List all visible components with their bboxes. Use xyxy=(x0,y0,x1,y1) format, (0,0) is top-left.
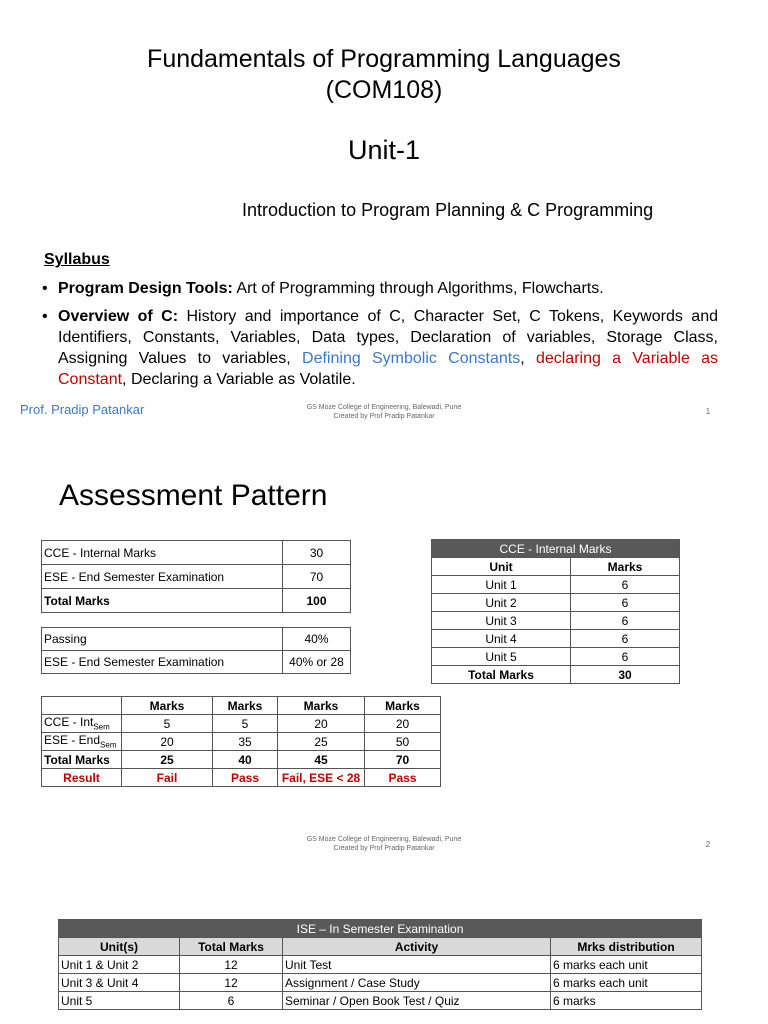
footer-college-line1: GS Moze College of Engineering, Balewadi, Pune xyxy=(306,836,462,843)
slide-3 xyxy=(0,880,768,1024)
row-label: Total Marks xyxy=(42,751,122,769)
slide-2 xyxy=(0,440,768,872)
column-header: Marks xyxy=(213,697,278,715)
footer-college-line2: Created by Prof Pradip Patankar xyxy=(333,845,435,852)
slide-1 xyxy=(0,0,768,432)
table-cell: Unit 1 & Unit 2 xyxy=(59,956,180,974)
table-header-row xyxy=(42,697,441,715)
row-label-subscript: Sem xyxy=(93,722,110,732)
column-header: Unit(s) xyxy=(59,938,180,956)
table-row xyxy=(42,715,441,733)
table-cell: 6 xyxy=(571,594,680,612)
table-cell: 35 xyxy=(213,733,278,751)
table-cell: 6 xyxy=(571,576,680,594)
table-cell: 6 marks each unit xyxy=(551,956,702,974)
separator-text: , xyxy=(520,350,536,367)
table-row xyxy=(42,541,351,565)
column-header: Marks xyxy=(278,697,365,715)
marks-summary-table xyxy=(41,540,351,613)
table-row xyxy=(432,630,680,648)
footer-college-line1: GS Moze College of Engineering, Balewadi, Pune xyxy=(306,404,462,411)
table-cell: Unit 1 xyxy=(432,576,571,594)
table-cell: 40% xyxy=(283,628,351,651)
table-row xyxy=(59,992,702,1010)
table-cell: 6 xyxy=(571,648,680,666)
row-label-text: ESE - End xyxy=(44,733,101,748)
column-header: Mrks distribution xyxy=(551,938,702,956)
table-cell: 12 xyxy=(180,974,283,992)
table-title-row xyxy=(59,920,702,938)
syllabus-item: • Overview of C: History and importance of C, Character Set, C Tokens, Keywords and Identifiers, Constants, Variables, Data types, Declaration of variables, Storage Class, Assigning Values to variables, Defining Symbolic Constants, declaring a Variable as Constant, Declaring a Variable as Volatile. xyxy=(42,308,719,388)
table-row xyxy=(42,769,441,787)
column-header: Unit xyxy=(432,558,571,576)
result-examples-table xyxy=(41,696,441,787)
table-cell: 40 xyxy=(213,751,278,769)
table-cell: Unit Test xyxy=(283,956,551,974)
table-cell: 6 marks xyxy=(551,992,702,1010)
ise-table xyxy=(58,919,702,1010)
table-cell: Unit 2 xyxy=(432,594,571,612)
table-cell: 5 xyxy=(122,715,213,733)
table-cell: 25 xyxy=(278,733,365,751)
page-number: 2 xyxy=(705,840,711,849)
syllabus-item-text: Art of Programming through Algorithms, Flowcharts. xyxy=(232,280,604,297)
column-header: Total Marks xyxy=(180,938,283,956)
result-cell: Pass xyxy=(365,769,441,787)
column-header: Marks xyxy=(365,697,441,715)
syllabus-item-text-end: , Declaring a Variable as Volatile. xyxy=(122,371,356,388)
table-cell: 6 xyxy=(571,612,680,630)
course-title xyxy=(0,44,768,106)
table-row xyxy=(432,666,680,684)
table-cell: 6 marks each unit xyxy=(551,974,702,992)
syllabus-item-heading: Program Design Tools: xyxy=(58,280,233,297)
footer-college xyxy=(234,403,534,421)
table-cell: Passing xyxy=(42,628,283,651)
table-cell: 30 xyxy=(571,666,680,684)
table-title: CCE - Internal Marks xyxy=(432,540,680,558)
assessment-title: Assessment Pattern xyxy=(59,479,328,512)
table-cell: 30 xyxy=(283,541,351,565)
table-cell: Unit 5 xyxy=(59,992,180,1010)
unit-heading: Unit-1 xyxy=(347,135,421,165)
table-row xyxy=(59,974,702,992)
footer-college-line2: Created by Prof Pradip Patankar xyxy=(333,413,435,420)
result-cell: Fail, ESE < 28 xyxy=(278,769,365,787)
table-cell: Unit 3 xyxy=(432,612,571,630)
table-cell: 20 xyxy=(365,715,441,733)
syllabus-heading: Syllabus xyxy=(44,251,110,268)
table-cell: 45 xyxy=(278,751,365,769)
row-label-text: CCE - Int xyxy=(44,715,94,730)
result-cell: Fail xyxy=(122,769,213,787)
passing-table xyxy=(41,627,351,674)
footer-college xyxy=(234,835,534,853)
table-cell: 70 xyxy=(365,751,441,769)
table-cell: 100 xyxy=(283,589,351,613)
table-cell: Total Marks xyxy=(432,666,571,684)
table-row xyxy=(42,628,351,651)
table-title-row xyxy=(432,540,680,558)
table-cell: 25 xyxy=(122,751,213,769)
footer-author: Prof. Pradip Patankar xyxy=(20,402,145,417)
table-row xyxy=(42,751,441,769)
table-cell: 5 xyxy=(213,715,278,733)
highlight-red-text: declaring a Variable as Constant xyxy=(58,350,719,388)
table-cell: 6 xyxy=(180,992,283,1010)
table-row xyxy=(432,594,680,612)
table-cell: 50 xyxy=(365,733,441,751)
table-row xyxy=(432,648,680,666)
table-cell: Seminar / Open Book Test / Quiz xyxy=(283,992,551,1010)
row-label: Result xyxy=(42,769,122,787)
table-cell: Assignment / Case Study xyxy=(283,974,551,992)
table-row xyxy=(432,612,680,630)
course-title-line1: Fundamentals of Programming Languages xyxy=(147,45,621,73)
result-cell: Pass xyxy=(213,769,278,787)
table-cell: Unit 5 xyxy=(432,648,571,666)
column-header xyxy=(42,697,122,715)
row-label xyxy=(42,715,122,733)
column-header: Marks xyxy=(571,558,680,576)
highlight-blue-text: Defining Symbolic Constants xyxy=(302,350,521,367)
table-row xyxy=(432,576,680,594)
table-row xyxy=(42,733,441,751)
table-header-row xyxy=(59,938,702,956)
table-cell: 40% or 28 xyxy=(283,651,351,674)
table-row xyxy=(42,565,351,589)
syllabus-item-text: History and importance of C, Character Set, C Tokens, Keywords and Identifiers, Constants, Variables, Data types, Declaration of variables, Storage Class, Assigning Values to variables, xyxy=(58,308,719,367)
table-cell: 6 xyxy=(571,630,680,648)
table-cell: Total Marks xyxy=(42,589,283,613)
course-code: (COM108) xyxy=(325,76,443,104)
column-header: Marks xyxy=(122,697,213,715)
column-header: Activity xyxy=(283,938,551,956)
table-row xyxy=(42,589,351,613)
table-cell: ESE - End Semester Examination xyxy=(42,565,283,589)
table-title: ISE – In Semester Examination xyxy=(59,920,702,938)
page-number: 1 xyxy=(705,407,711,416)
table-row xyxy=(59,956,702,974)
row-label xyxy=(42,733,122,751)
row-label-subscript: Sem xyxy=(100,740,117,750)
cce-internal-marks-table xyxy=(431,539,680,684)
unit-subtitle: Introduction to Program Planning & C Programming xyxy=(242,200,654,220)
table-cell: CCE - Internal Marks xyxy=(42,541,283,565)
syllabus-item-heading: Overview of C: xyxy=(58,308,179,325)
table-cell: ESE - End Semester Examination xyxy=(42,651,283,674)
table-cell: 20 xyxy=(122,733,213,751)
table-header-row xyxy=(432,558,680,576)
table-cell: Unit 3 & Unit 4 xyxy=(59,974,180,992)
table-cell: Unit 4 xyxy=(432,630,571,648)
table-cell: 20 xyxy=(278,715,365,733)
table-cell: 70 xyxy=(283,565,351,589)
syllabus-list xyxy=(42,278,718,397)
table-row xyxy=(42,651,351,674)
table-cell: 12 xyxy=(180,956,283,974)
syllabus-item: • Program Design Tools: Art of Programming through Algorithms, Flowcharts. xyxy=(42,280,604,297)
